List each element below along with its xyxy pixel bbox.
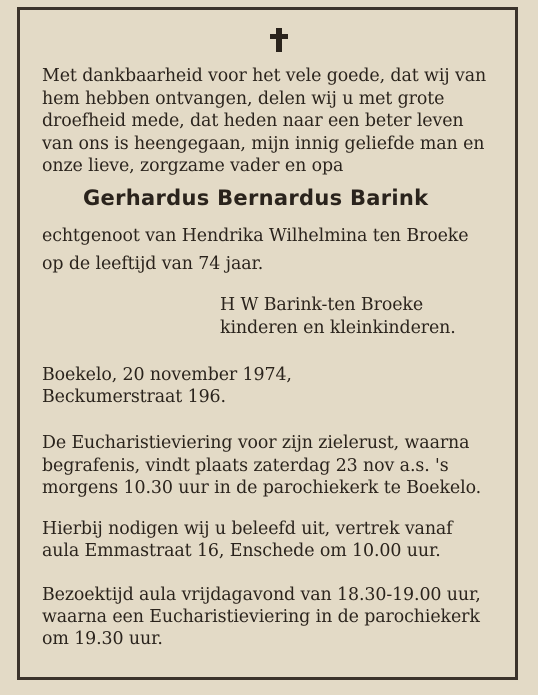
- family-line-2: kinderen en kleinkinderen.: [220, 318, 456, 338]
- service-line-2: begrafenis, vindt plaats zaterdag 23 nov a.s. 's: [42, 456, 449, 476]
- place-date-line-2: Beckumerstraat 196.: [42, 387, 226, 407]
- invitation-line-1: Hierbij nodigen wij u beleefd uit, vertrek vanaf: [42, 519, 453, 539]
- intro-line-3: droefheid mede, dat heden naar een beter leven: [42, 111, 464, 131]
- visiting-line-2: waarna een Eucharistieviering in de parochiekerk: [42, 607, 480, 627]
- place-date-line-1: Boekelo, 20 november 1974,: [42, 365, 292, 385]
- intro-line-5: onze lieve, zorgzame vader en opa: [42, 156, 344, 176]
- intro-line-1: [42, 65, 498, 87]
- intro-line-2: hem hebben ontvangen, delen wij u met grote: [42, 89, 445, 109]
- visiting-line-3: om 19.30 uur.: [42, 629, 163, 649]
- invitation-line-2: aula Emmastraat 16, Enschede om 10.00 uur.: [42, 541, 441, 561]
- cross-icon: [270, 28, 288, 52]
- service-line-1: De Eucharistieviering voor zijn zielerust, waarna: [42, 433, 470, 453]
- intro-line-4: van ons is heengegaan, mijn innig geliefde man en: [42, 134, 485, 154]
- age-line: op de leeftijd van 74 jaar.: [42, 254, 264, 274]
- family-line-1: H W Barink-ten Broeke: [220, 295, 424, 315]
- intro-line-1-text: Met dankbaarheid voor het vele goede, dat wij van: [42, 66, 487, 86]
- visiting-line-1: Bezoektijd aula vrijdagavond van 18.30-19.00 uur,: [42, 585, 481, 605]
- deceased-name: Gerhardus Bernardus Barink: [83, 186, 429, 210]
- spouse-line: echtgenoot van Hendrika Wilhelmina ten Broeke: [42, 226, 469, 246]
- service-line-3: morgens 10.30 uur in de parochiekerk te Boekelo.: [42, 478, 482, 498]
